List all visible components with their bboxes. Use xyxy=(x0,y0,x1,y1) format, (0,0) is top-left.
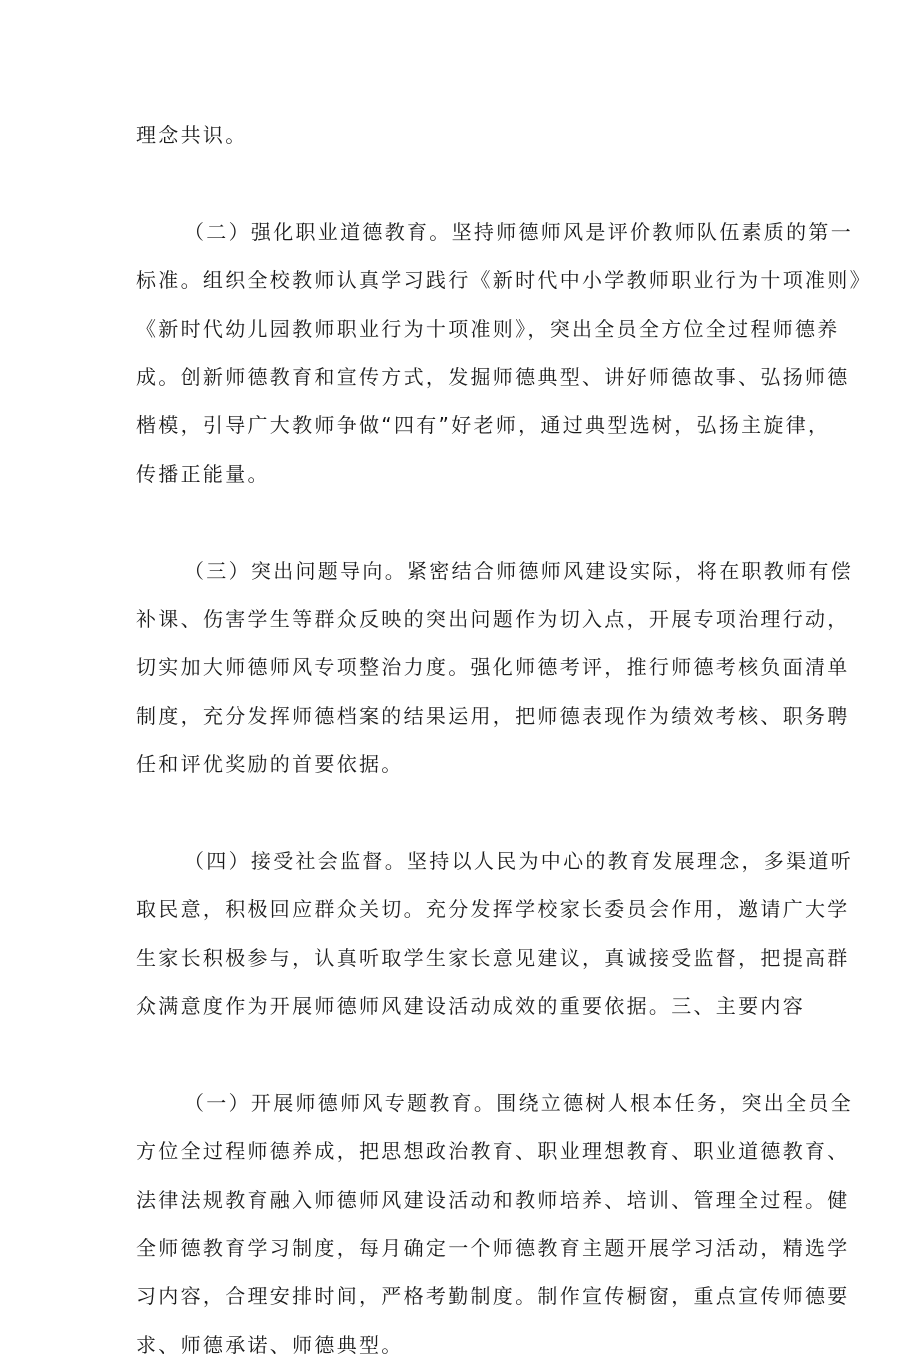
paragraph-special-education xyxy=(136,1079,853,1369)
text-line: 理念共识。 xyxy=(136,123,248,147)
text-line: 全师德教育学习制度，每月确定一个师德教育主题开展学习活动，精选学 xyxy=(136,1235,850,1260)
text-line: 成。创新师德教育和宣传方式，发掘师德典型、讲好师德故事、弘扬师德 xyxy=(136,364,850,389)
text-line: （四）接受社会监督。坚持以人民为中心的教育发展理念，多渠道听 xyxy=(184,848,853,873)
text-line: 标准。组织全校教师认真学习践行《新时代中小学教师职业行为十项准则》 xyxy=(136,268,872,293)
paragraph-gap xyxy=(136,159,790,207)
text-line: 补课、伤害学生等群众反映的突出问题作为切入点，开展专项治理行动， xyxy=(136,606,850,631)
text-line: 楷模，引导广大教师争做“四有”好老师，通过典型选树，弘扬主旋律， xyxy=(136,413,831,438)
text-line: 《新时代幼儿园教师职业行为十项准则》，突出全员全方位全过程师德养 xyxy=(136,316,840,341)
text-line: 任和评优奖励的首要依据。 xyxy=(136,752,404,777)
text-line: （三）突出问题导向。紧密结合师德师风建设实际，将在职教师有偿 xyxy=(184,558,853,583)
text-line: 习内容，合理安排时间，严格考勤制度。制作宣传橱窗，重点宣传师德要 xyxy=(136,1284,850,1309)
paragraph-strengthen-ethics-education xyxy=(136,208,872,498)
paragraph-problem-oriented xyxy=(136,547,853,789)
document-body xyxy=(136,111,872,1369)
text-line: 切实加大师德师风专项整治力度。强化师德考评，推行师德考核负面清单 xyxy=(136,655,850,680)
paragraph-gap xyxy=(136,1030,790,1078)
text-line: 传播正能量。 xyxy=(136,461,270,486)
text-line: 求、师德承诺、师德典型。 xyxy=(136,1332,404,1357)
text-line: 方位全过程师德养成，把思想政治教育、职业理想教育、职业道德教育、 xyxy=(136,1139,850,1164)
text-line: 众满意度作为开展师德师风建设活动成效的重要依据。三、主要内容 xyxy=(136,994,805,1019)
text-line: （一）开展师德师风专题教育。围绕立德树人根本任务，突出全员全 xyxy=(184,1090,853,1115)
paragraph-gap xyxy=(136,498,790,546)
text-line: （二）强化职业道德教育。坚持师德师风是评价教师队伍素质的第一 xyxy=(184,219,853,244)
paragraph-continuation xyxy=(136,111,790,159)
text-line: 法律法规教育融入师德师风建设活动和教师培养、培训、管理全过程。健 xyxy=(136,1187,850,1212)
text-line: 制度，充分发挥师德档案的结果运用，把师德表现作为绩效考核、职务聘 xyxy=(136,703,850,728)
paragraph-social-supervision xyxy=(136,837,853,1031)
text-line: 取民意，积极回应群众关切。充分发挥学校家长委员会作用，邀请广大学 xyxy=(136,897,850,922)
paragraph-gap xyxy=(136,788,790,836)
text-line: 生家长积极参与，认真听取学生家长意见建议，真诚接受监督，把提高群 xyxy=(136,945,850,970)
